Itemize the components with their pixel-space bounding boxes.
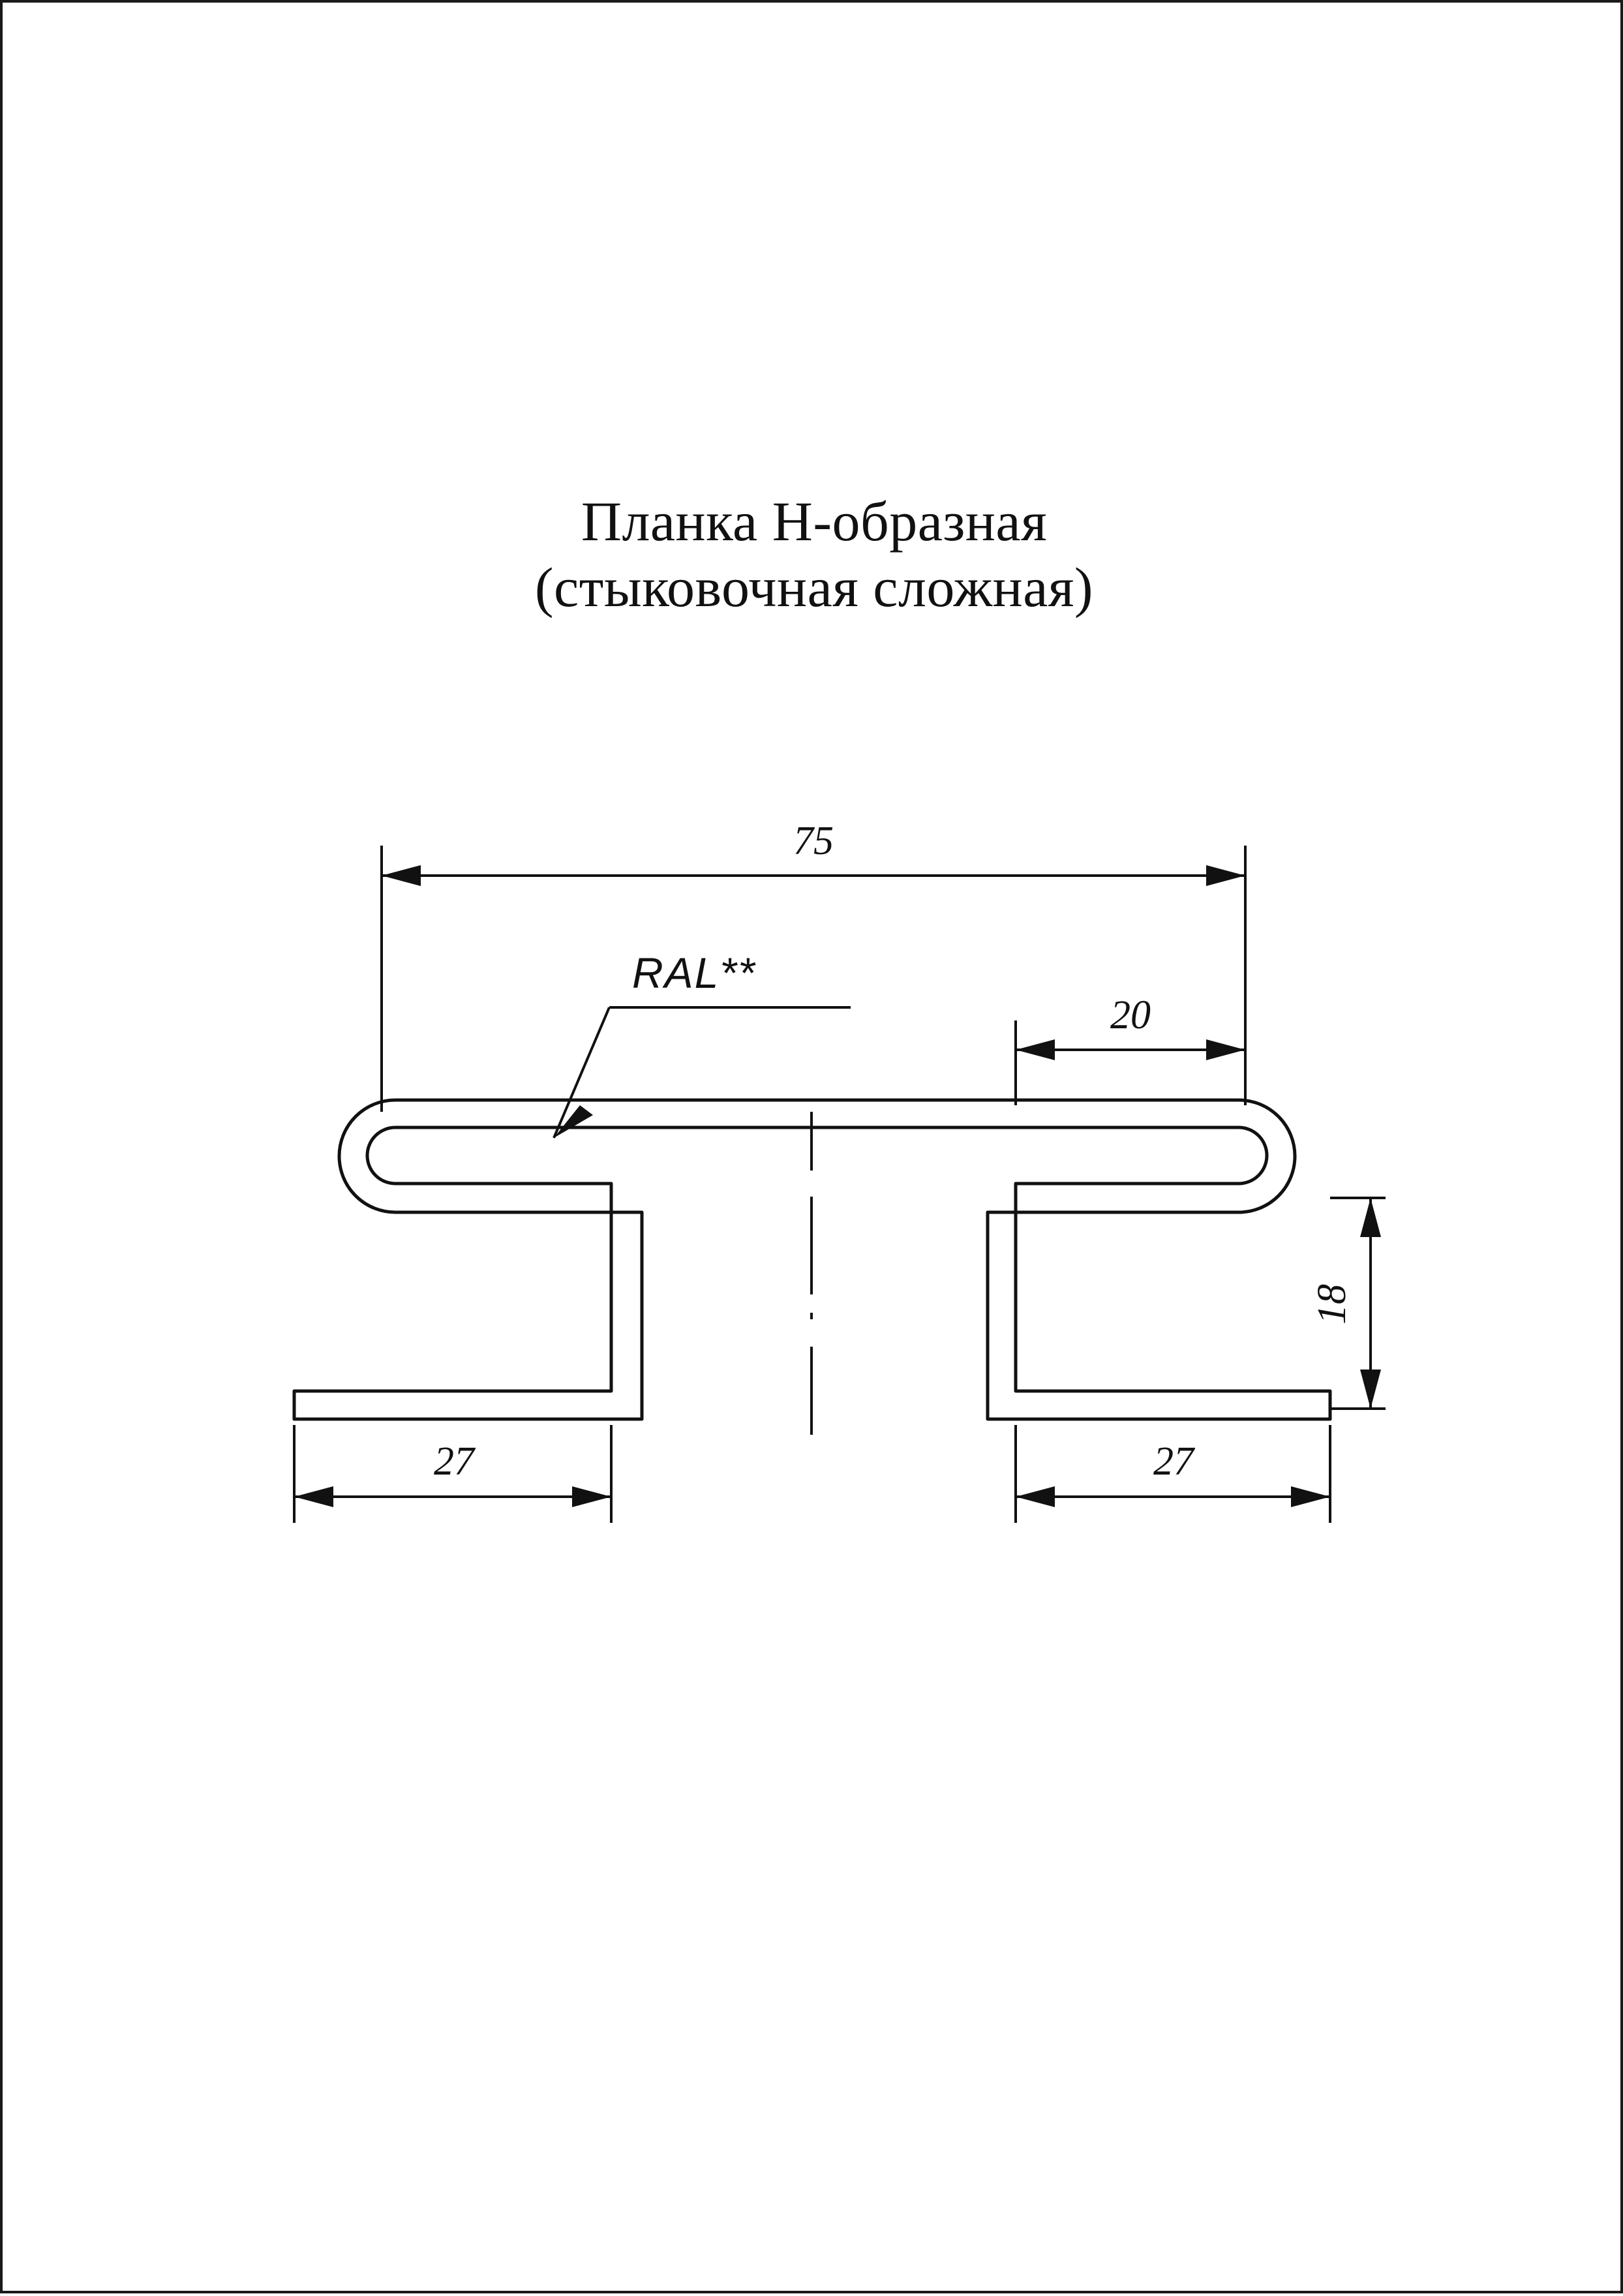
title-line-2: (стыковочная сложная) <box>534 556 1094 619</box>
dimension-label-top-flange: 20 <box>1110 993 1151 1037</box>
dimension-label-overall-width: 75 <box>793 819 834 863</box>
material-leader-line <box>554 1007 851 1138</box>
dimension-overall-width <box>382 846 1245 1112</box>
material-label: RAL** <box>632 949 756 997</box>
profile-drawing <box>3 3 1623 2296</box>
dimension-label-left-bottom-width: 27 <box>434 1439 474 1484</box>
title-line-1: Планка Н-образная <box>581 490 1048 553</box>
dimension-label-right-bottom-width: 27 <box>1153 1439 1194 1484</box>
dimension-label-height: 18 <box>1310 1284 1354 1324</box>
